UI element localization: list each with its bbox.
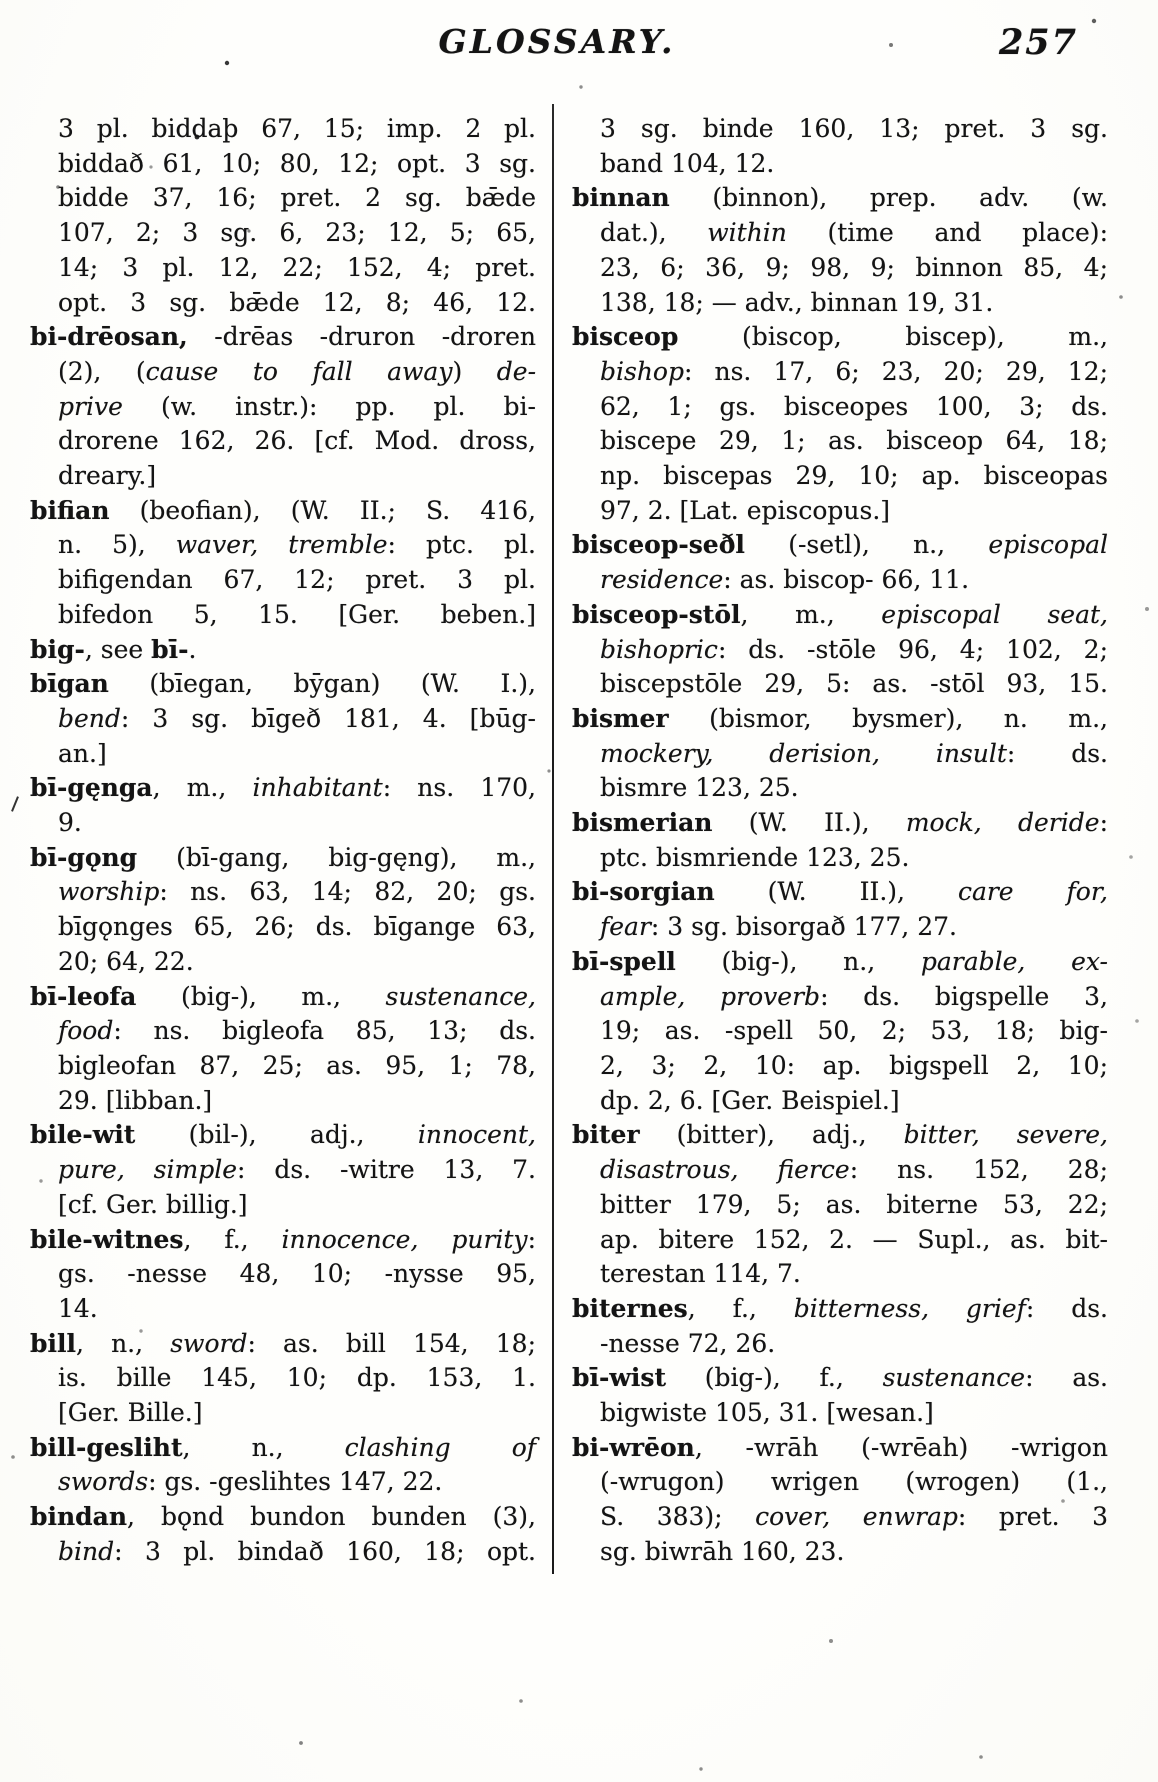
glossary-line (30, 424, 536, 459)
glossary-line (30, 494, 536, 529)
glossary-line (572, 702, 1108, 737)
entry-text: an.] (58, 738, 107, 768)
glossary-line (572, 945, 1108, 980)
entry-text: -nesse 72, 26. (600, 1328, 776, 1358)
glossary-line (572, 1014, 1108, 1049)
gloss: episcopal (988, 530, 1108, 560)
entry-text: 3 pl. biddaþ 67, 15; imp. 2 pl. (58, 114, 536, 143)
headword: bile-wit (30, 1120, 136, 1150)
entry-text: (biscop, biscep), m., (678, 322, 1108, 352)
entry-text: : ds. bigspelle 3, (820, 981, 1108, 1011)
glossary-line (572, 355, 1108, 390)
glossary-line (572, 216, 1108, 251)
glossary-line (572, 320, 1108, 355)
glossary-line (30, 528, 536, 563)
entry-text: ap. bitere 152, 2. — Supl., as. bit- (600, 1224, 1108, 1254)
entry-text: (w. instr.): pp. pl. bi- (122, 391, 536, 421)
entry-text: : as. (1025, 1363, 1108, 1393)
entry-text: -drēas -druron -droren (187, 322, 536, 352)
entry-text: 9. (58, 808, 82, 838)
glossary-line (30, 1327, 536, 1362)
glossary-line (572, 1084, 1108, 1119)
glossary-line (30, 702, 536, 737)
glossary-line (572, 980, 1108, 1015)
glossary-line (572, 424, 1108, 459)
gloss: mock, deride (905, 808, 1100, 838)
gloss: ample, proverb (600, 981, 821, 1011)
gloss: within (707, 218, 787, 248)
entry-text: (beofian), (W. II.; S. 416, (109, 495, 536, 525)
glossary-line (30, 980, 536, 1015)
entry-text: bidde 37, 16; pret. 2 sg. bǣde (58, 183, 536, 213)
gloss: bitter, severe, (903, 1120, 1108, 1150)
gloss: care for, (957, 877, 1108, 907)
entry-text: 14; 3 pl. 12, 22; 152, 4; pret. (58, 252, 536, 282)
gloss: prive (58, 391, 123, 421)
entry-text: [cf. Ger. billig.] (58, 1189, 248, 1219)
gloss: sword (170, 1328, 248, 1358)
glossary-line (572, 910, 1108, 945)
glossary-line (30, 1153, 536, 1188)
entry-text: : (1099, 808, 1108, 838)
entry-text: , -wrāh (-wrēah) -wrigon (694, 1432, 1108, 1462)
entry-text: bigleofan 87, 25; as. 95, 1; 78, (58, 1050, 536, 1080)
glossary-line (30, 1118, 536, 1153)
headword: bi-drēosan, (30, 322, 188, 352)
glossary-line (30, 667, 536, 702)
entry-text: , f., (687, 1293, 794, 1323)
entry-text: : ds. (1006, 738, 1108, 768)
entry-text: band 104, 12. (600, 148, 775, 178)
headword: bile-witnes (30, 1224, 184, 1254)
right-column (572, 112, 1108, 1570)
gloss: de- (496, 356, 537, 386)
glossary-line (572, 1292, 1108, 1327)
glossary-line (572, 1535, 1108, 1570)
entry-text: : ns. 17, 6; 23, 20; 29, 12; (683, 356, 1108, 386)
gloss: cause to fall away (145, 356, 453, 386)
entry-text: dp. 2, 6. [Ger. Beispiel.] (600, 1085, 900, 1115)
page-title: GLOSSARY. (438, 22, 676, 61)
entry-text: : ptc. pl. (387, 530, 536, 560)
gloss: swords (58, 1467, 149, 1497)
glossary-line (572, 563, 1108, 598)
gloss: cover, enwrap (755, 1502, 958, 1532)
gloss: innocence, purity (281, 1224, 528, 1254)
entry-text: drorene 162, 26. [cf. Mod. dross, (58, 426, 536, 456)
entry-text: 23, 6; 36, 9; 98, 9; binnon 85, 4; (600, 252, 1108, 282)
glossary-line (572, 806, 1108, 841)
entry-text: (bismor, bysmer), n. m., (668, 703, 1108, 733)
gloss: residence (600, 565, 724, 595)
glossary-line (30, 459, 536, 494)
glossary-line (572, 1396, 1108, 1431)
glossary-line (30, 1500, 536, 1535)
entry-text: opt. 3 sg. bǣde 12, 8; 46, 12. (58, 287, 536, 317)
glossary-line (572, 1153, 1108, 1188)
entry-text: 2, 3; 2, 10: ap. bigspell 2, 10; (600, 1050, 1108, 1080)
entry-text: (W. II.), (712, 808, 906, 838)
glossary-line (30, 1396, 536, 1431)
entry-text: : pret. 3 (957, 1502, 1108, 1532)
entry-text: (bitter), adj., (639, 1120, 904, 1150)
entry-text: , m., (740, 599, 882, 629)
entry-text: terestan 114, 7. (600, 1259, 801, 1289)
entry-text: bitter 179, 5; as. biterne 53, 22; (600, 1189, 1108, 1219)
glossary-line (30, 1084, 536, 1119)
glossary-line (30, 875, 536, 910)
glossary-line (30, 1535, 536, 1570)
entry-text: : ns. 152, 28; (849, 1155, 1108, 1185)
page-number: 257 (998, 22, 1078, 63)
entry-text: (W. II.), (714, 877, 958, 907)
glossary-line (572, 633, 1108, 668)
headword: bill (30, 1328, 76, 1358)
glossary-line (572, 771, 1108, 806)
headword: biter (572, 1120, 640, 1150)
glossary-line (30, 563, 536, 598)
entry-text: ptc. bismriende 123, 25. (600, 842, 910, 872)
entry-text: bigwiste 105, 31. [wesan.] (600, 1398, 934, 1428)
entry-text: : ds. -witre 13, 7. (237, 1155, 536, 1185)
entry-text: (bī-gang, big-gęng), m., (137, 842, 536, 872)
headword: bindan (30, 1502, 128, 1532)
entry-text: 14. (58, 1293, 98, 1323)
entry-text: : 3 pl. bindað 160, 18; opt. (114, 1536, 536, 1566)
gloss: fear (600, 912, 651, 942)
glossary-line (30, 1431, 536, 1466)
entry-text: S. 383); (600, 1502, 756, 1532)
glossary-line (30, 1465, 536, 1500)
glossary-line (572, 1118, 1108, 1153)
left-column (30, 112, 536, 1570)
gloss: waver, tremble (175, 530, 388, 560)
stray-mark (11, 796, 19, 812)
entry-text: biscepstōle 29, 5: as. -stōl 93, 15. (600, 669, 1108, 699)
entry-text: : as. bill 154, 18; (247, 1328, 537, 1358)
headword: bī-leofa (30, 981, 137, 1011)
glossary-line (572, 1465, 1108, 1500)
gloss: bishop (600, 356, 684, 386)
entry-text: ) (452, 356, 497, 386)
entry-text: : as. biscop- 66, 11. (723, 565, 970, 595)
gloss: bind (58, 1536, 115, 1566)
entry-text: , bǫnd bundon bunden (3), (127, 1502, 536, 1532)
gloss: food (58, 1016, 114, 1046)
entry-text: [Ger. Bille.] (58, 1398, 203, 1428)
gloss: clashing of (344, 1432, 537, 1462)
headword: bi-sorgian (572, 877, 715, 907)
gloss: sustenance (882, 1363, 1026, 1393)
glossary-line (572, 147, 1108, 182)
gloss: parable, ex- (920, 946, 1108, 976)
entry-text: (-wrugon) wrigen (wrogen) (1., (600, 1467, 1108, 1497)
entry-text: bifigendan 67, 12; pret. 3 pl. (58, 565, 536, 595)
entry-text: dat.), (600, 218, 708, 248)
entry-text: : ds. -stōle 96, 4; 102, 2; (717, 634, 1108, 664)
glossary-line (30, 841, 536, 876)
headword: bīgan (30, 669, 109, 699)
headword: bismer (572, 703, 669, 733)
gloss: pure, simple (58, 1155, 238, 1185)
glossary-line (30, 286, 536, 321)
entry-text: bifedon 5, 15. [Ger. beben.] (58, 599, 536, 629)
entry-text: , m., (152, 773, 253, 803)
glossary-line (572, 1500, 1108, 1535)
glossary-line (30, 1188, 536, 1223)
entry-text: gs. -nesse 48, 10; -nysse 95, (58, 1259, 536, 1289)
gloss: mockery, derision, insult (600, 738, 1007, 768)
entry-text: : gs. -geslihtes 147, 22. (148, 1467, 443, 1497)
glossary-line (572, 1431, 1108, 1466)
entry-text: biddað 61, 10; 80, 12; opt. 3 sg. (58, 148, 536, 178)
glossary-line (30, 147, 536, 182)
glossary-line (572, 494, 1108, 529)
glossary-line (30, 945, 536, 980)
entry-text: . (188, 634, 197, 664)
entry-text: 62, 1; gs. bisceopes 100, 3; ds. (600, 391, 1108, 421)
glossary-line (30, 1223, 536, 1258)
headword: bi-wrēon (572, 1432, 695, 1462)
headword: bismerian (572, 808, 713, 838)
entry-text: n. 5), (58, 530, 176, 560)
glossary-line (30, 355, 536, 390)
glossary-line (30, 737, 536, 772)
headword: bī- (151, 634, 189, 664)
entry-text: (time and place): (786, 218, 1108, 248)
glossary-line (30, 910, 536, 945)
headword: bī-spell (572, 946, 676, 976)
entry-text: (binnon), prep. adv. (w. (669, 183, 1108, 213)
entry-text: , f., (183, 1224, 282, 1254)
column-divider (552, 104, 554, 1574)
entry-text: (2), ( (58, 356, 146, 386)
glossary-line (572, 841, 1108, 876)
entry-text: 20; 64, 22. (58, 946, 194, 976)
glossary-line (30, 251, 536, 286)
glossary-line (572, 737, 1108, 772)
glossary-line (30, 1014, 536, 1049)
gloss: bishopric (600, 634, 718, 664)
entry-text: (bil-), adj., (135, 1120, 418, 1150)
glossary-line (572, 1327, 1108, 1362)
entry-text: , n., (182, 1432, 345, 1462)
headword: bill-gesliht (30, 1432, 183, 1462)
glossary-line (30, 181, 536, 216)
headword: bī-gęnga (30, 773, 153, 803)
glossary-line (572, 181, 1108, 216)
glossary-line (30, 320, 536, 355)
glossary-line (572, 598, 1108, 633)
glossary-line (30, 216, 536, 251)
gloss: worship (58, 877, 160, 907)
headword: bisceop-stōl (572, 599, 741, 629)
entry-text: 107, 2; 3 sg. 6, 23; 12, 5; 65, (58, 218, 536, 248)
entry-text: bīgǫnges 65, 26; ds. bīgange 63, (58, 912, 536, 942)
gloss: inhabitant (252, 773, 383, 803)
glossary-line (572, 286, 1108, 321)
glossary-line (572, 459, 1108, 494)
entry-text: (big-), n., (675, 946, 921, 976)
glossary-line (30, 390, 536, 425)
headword: bisceop-seðl (572, 530, 745, 560)
entry-text: : ns. 170, (382, 773, 536, 803)
entry-text: 29. [libban.] (58, 1085, 213, 1115)
entry-text: (bīegan, bȳgan) (W. I.), (108, 669, 536, 699)
headword: biternes (572, 1293, 688, 1323)
entry-text: , n., (75, 1328, 171, 1358)
glossary-line (572, 1223, 1108, 1258)
entry-text: (big-), m., (136, 981, 386, 1011)
entry-text: , see (84, 634, 152, 664)
glossary-line (30, 1361, 536, 1396)
glossary-line (30, 806, 536, 841)
glossary-line (572, 1257, 1108, 1292)
glossary-line (30, 633, 536, 668)
headword: bifian (30, 495, 110, 525)
glossary-line (572, 1188, 1108, 1223)
gloss: bitterness, grief (793, 1293, 1026, 1323)
scan-noise (0, 0, 2, 2)
headword: bisceop (572, 322, 679, 352)
entry-text: sg. biwrāh 160, 23. (600, 1536, 845, 1566)
gloss: episcopal seat, (881, 599, 1108, 629)
entry-text: 3 sg. binde 160, 13; pret. 3 sg. (600, 114, 1108, 143)
glossary-line (572, 528, 1108, 563)
glossary-line (572, 390, 1108, 425)
entry-text: : ds. (1025, 1293, 1108, 1323)
gloss: innocent, (417, 1120, 536, 1150)
glossary-line (572, 1361, 1108, 1396)
gloss: disastrous, fierce (600, 1155, 850, 1185)
entry-text: 19; as. -spell 50, 2; 53, 18; big- (600, 1016, 1108, 1046)
headword: big- (30, 634, 85, 664)
entry-text: : ns. bigleofa 85, 13; ds. (113, 1016, 536, 1046)
entry-text: 138, 18; — adv., binnan 19, 31. (600, 287, 994, 317)
glossary-line (30, 1292, 536, 1327)
glossary-line (572, 251, 1108, 286)
glossary-line (30, 112, 536, 147)
glossary-line (30, 1049, 536, 1084)
entry-text: : 3 sg. bīgeð 181, 4. [būg- (120, 703, 536, 733)
headword: binnan (572, 183, 670, 213)
entry-text: is. bille 145, 10; dp. 153, 1. (58, 1363, 536, 1393)
glossary-line (572, 1049, 1108, 1084)
entry-text: 97, 2. [Lat. episcopus.] (600, 495, 891, 525)
entry-text: (big-), f., (666, 1363, 883, 1393)
entry-text: biscepe 29, 1; as. bisceop 64, 18; (600, 426, 1108, 456)
headword: bī-gǫng (30, 842, 138, 872)
entry-text: dreary.] (58, 461, 157, 491)
gloss: bend (58, 703, 121, 733)
entry-text: : 3 sg. bisorgað 177, 27. (650, 912, 957, 942)
gloss: sustenance, (385, 981, 536, 1011)
entry-text: : (527, 1224, 536, 1254)
glossary-line (572, 667, 1108, 702)
entry-text: np. biscepas 29, 10; ap. bisceopas (600, 461, 1108, 491)
entry-text: bismre 123, 25. (600, 773, 799, 803)
headword: bī-wist (572, 1363, 666, 1393)
entry-text: (-setl), n., (744, 530, 989, 560)
entry-text: : ns. 63, 14; 82, 20; gs. (159, 877, 536, 907)
glossary-line (30, 598, 536, 633)
glossary-line (572, 112, 1108, 147)
glossary-line (572, 875, 1108, 910)
glossary-line (30, 771, 536, 806)
glossary-line (30, 1257, 536, 1292)
